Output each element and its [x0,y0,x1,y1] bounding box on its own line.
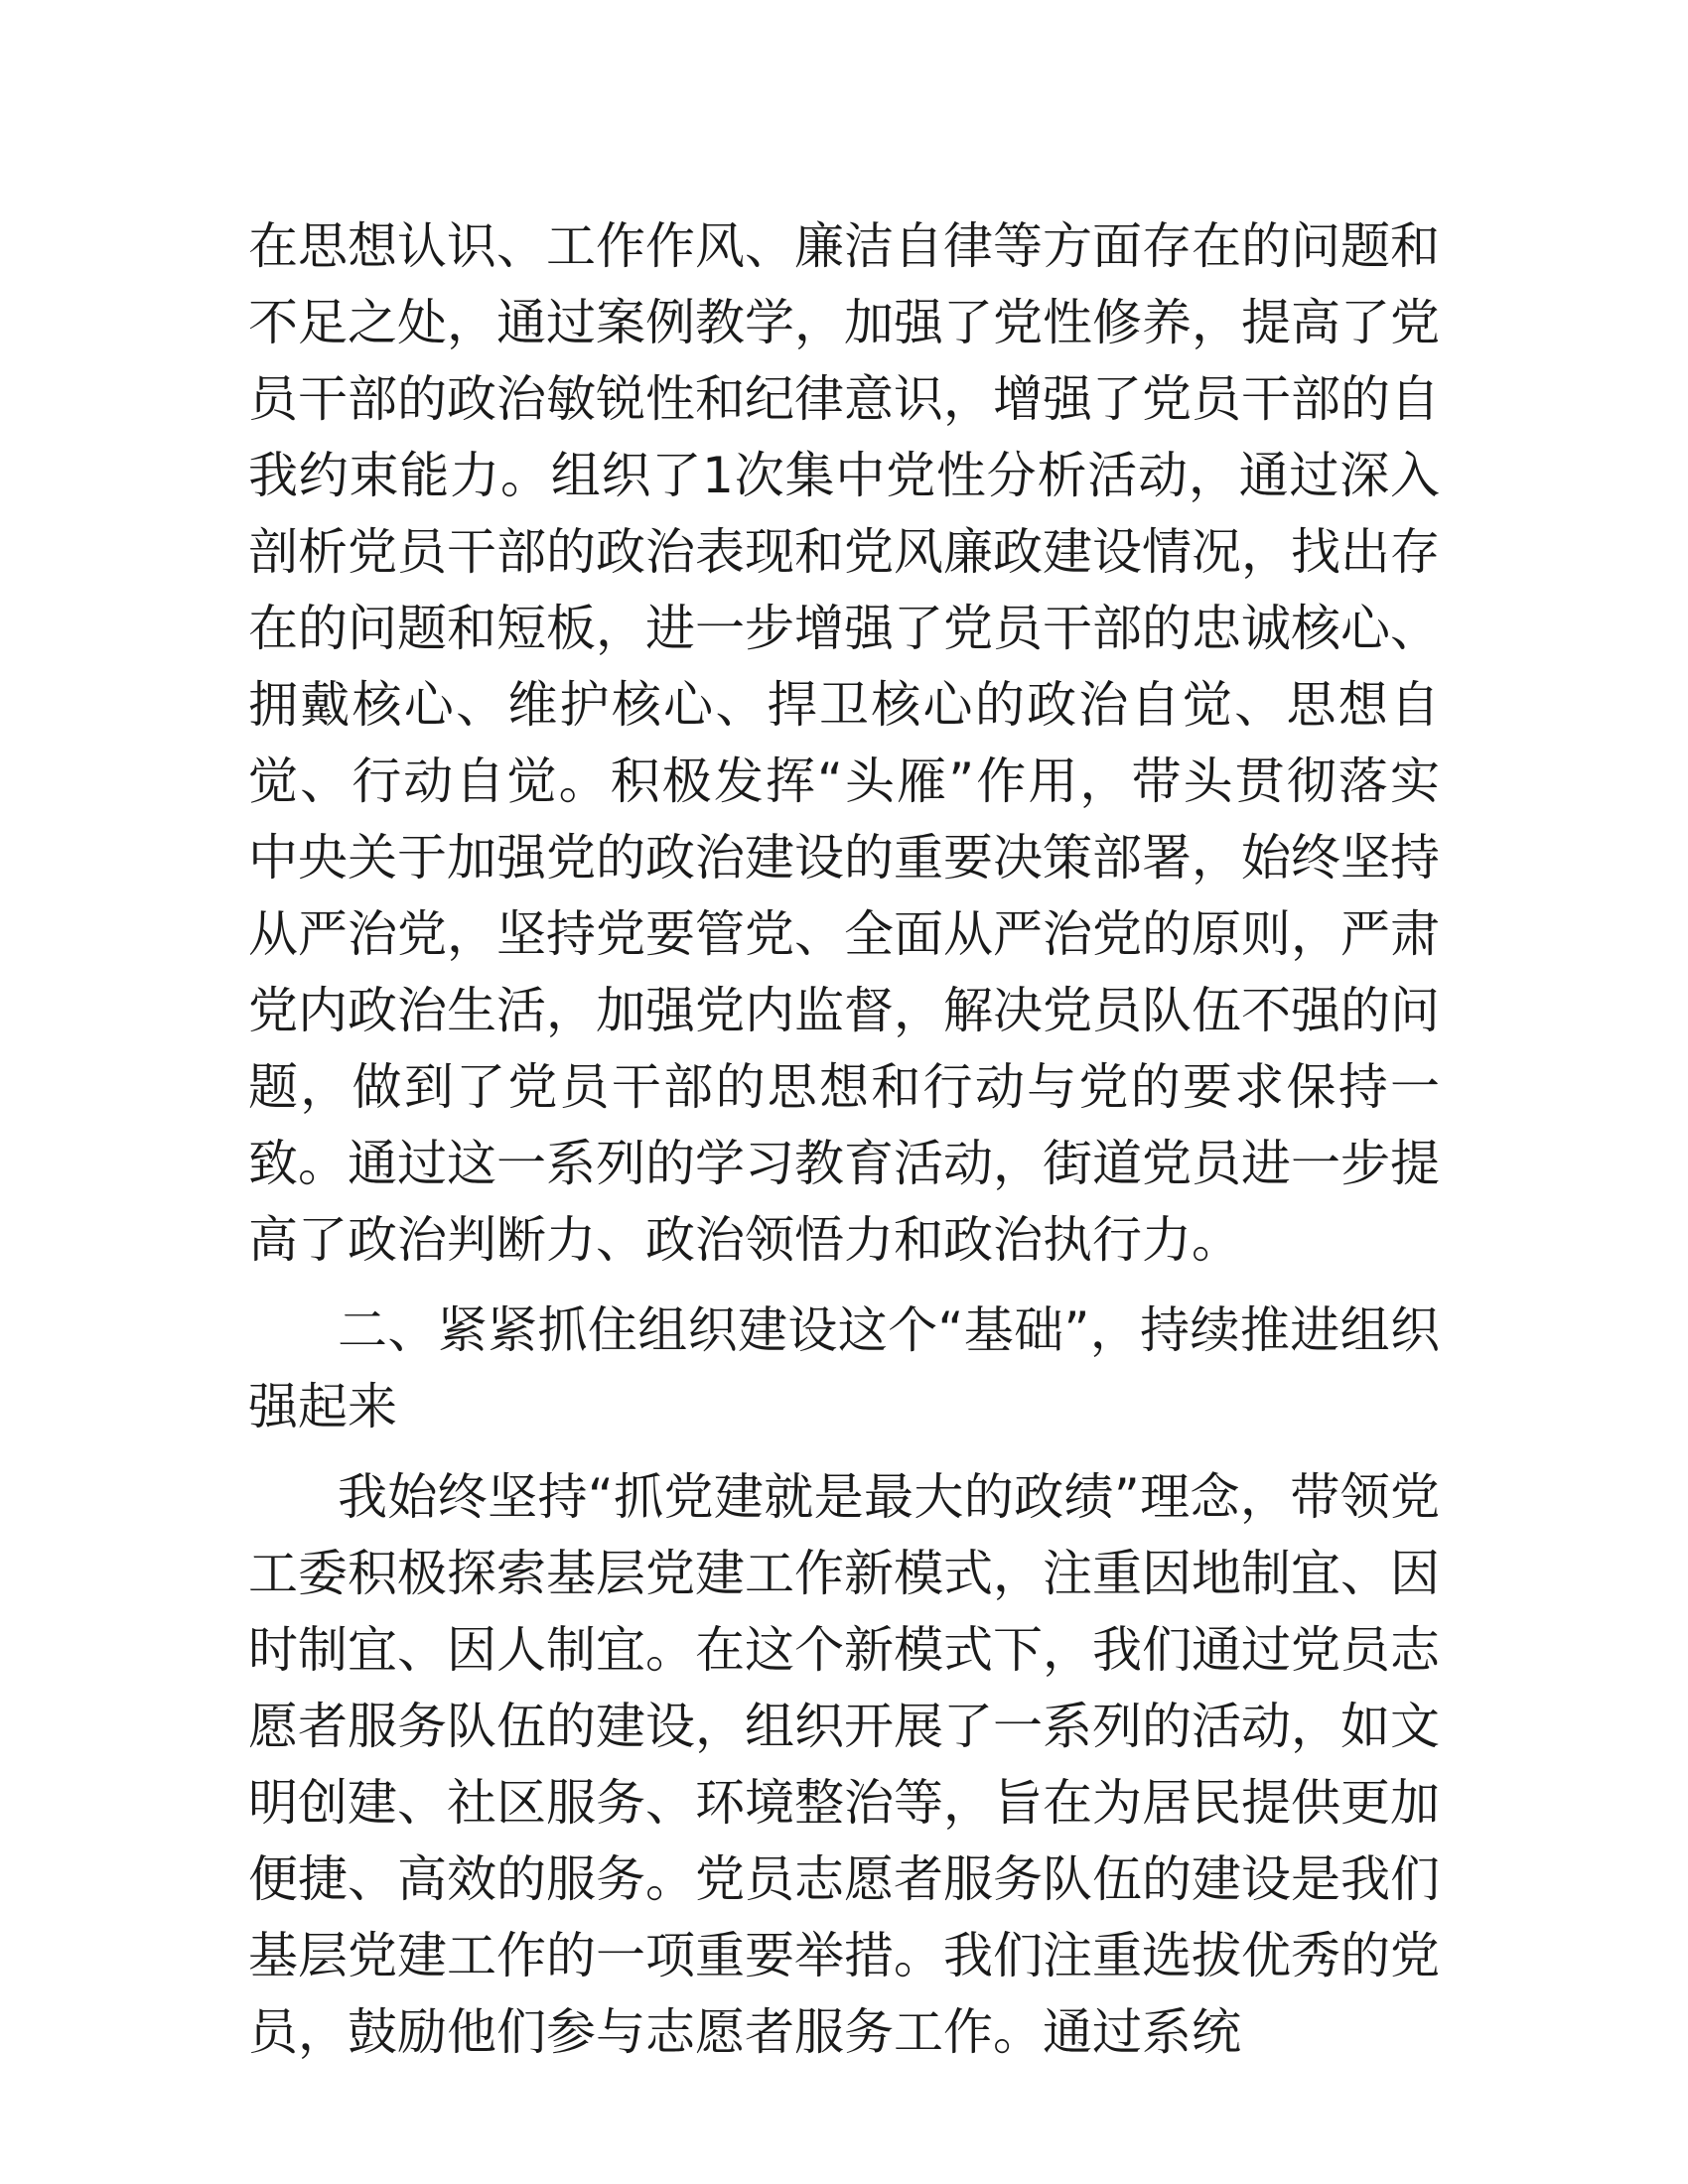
paragraph-section-two: 我始终坚持“抓党建就是最大的政绩”理念，带领党工委积极探索基层党建工作新模式，注重因地制宜、因时制宜、因人制宜。在这个新模式下，我们通过党员志愿者服务队伍的建设，组织开展了一系列的活动，如文明创建、社区服务、环境整治等，旨在为居民提供更加便捷、高效的服务。党员志愿者服务队伍的建设是我们基层党建工作的一项重要举措。我们注重选拔优秀的党员，鼓励他们参与志愿者服务工作。通过系统 [248,1468,1440,2061]
paragraph-continuation: 在思想认识、工作作风、廉洁自律等方面存在的问题和不足之处，通过案例教学，加强了党性修养，提高了党员干部的政治敏锐性和纪律意识，增强了党员干部的自我约束能力。组织了1次集中党性分析活动，通过深入剖析党员干部的政治表现和党风廉政建设情况，找出存在的问题和短板，进一步增强了党员干部的忠诚核心、拥戴核心、维护核心、捍卫核心的政治自觉、思想自觉、行动自觉。积极发挥“头雁”作用，带头贯彻落实中央关于加强党的政治建设的重要决策部署，始终坚持从严治党，坚持党要管党、全面从严治党的原则，严肃党内政治生活，加强党内监督，解决党员队伍不强的问题，做到了党员干部的思想和行动与党的要求保持一致。通过这一系列的学习教育活动，街道党员进一步提高了政治判断力、政治领悟力和政治执行力。 [248,217,1440,1269]
section-heading-two: 二、紧紧抓住组织建设这个“基础”，持续推进组织强起来 [248,1301,1440,1435]
document-page [248,208,1440,2061]
